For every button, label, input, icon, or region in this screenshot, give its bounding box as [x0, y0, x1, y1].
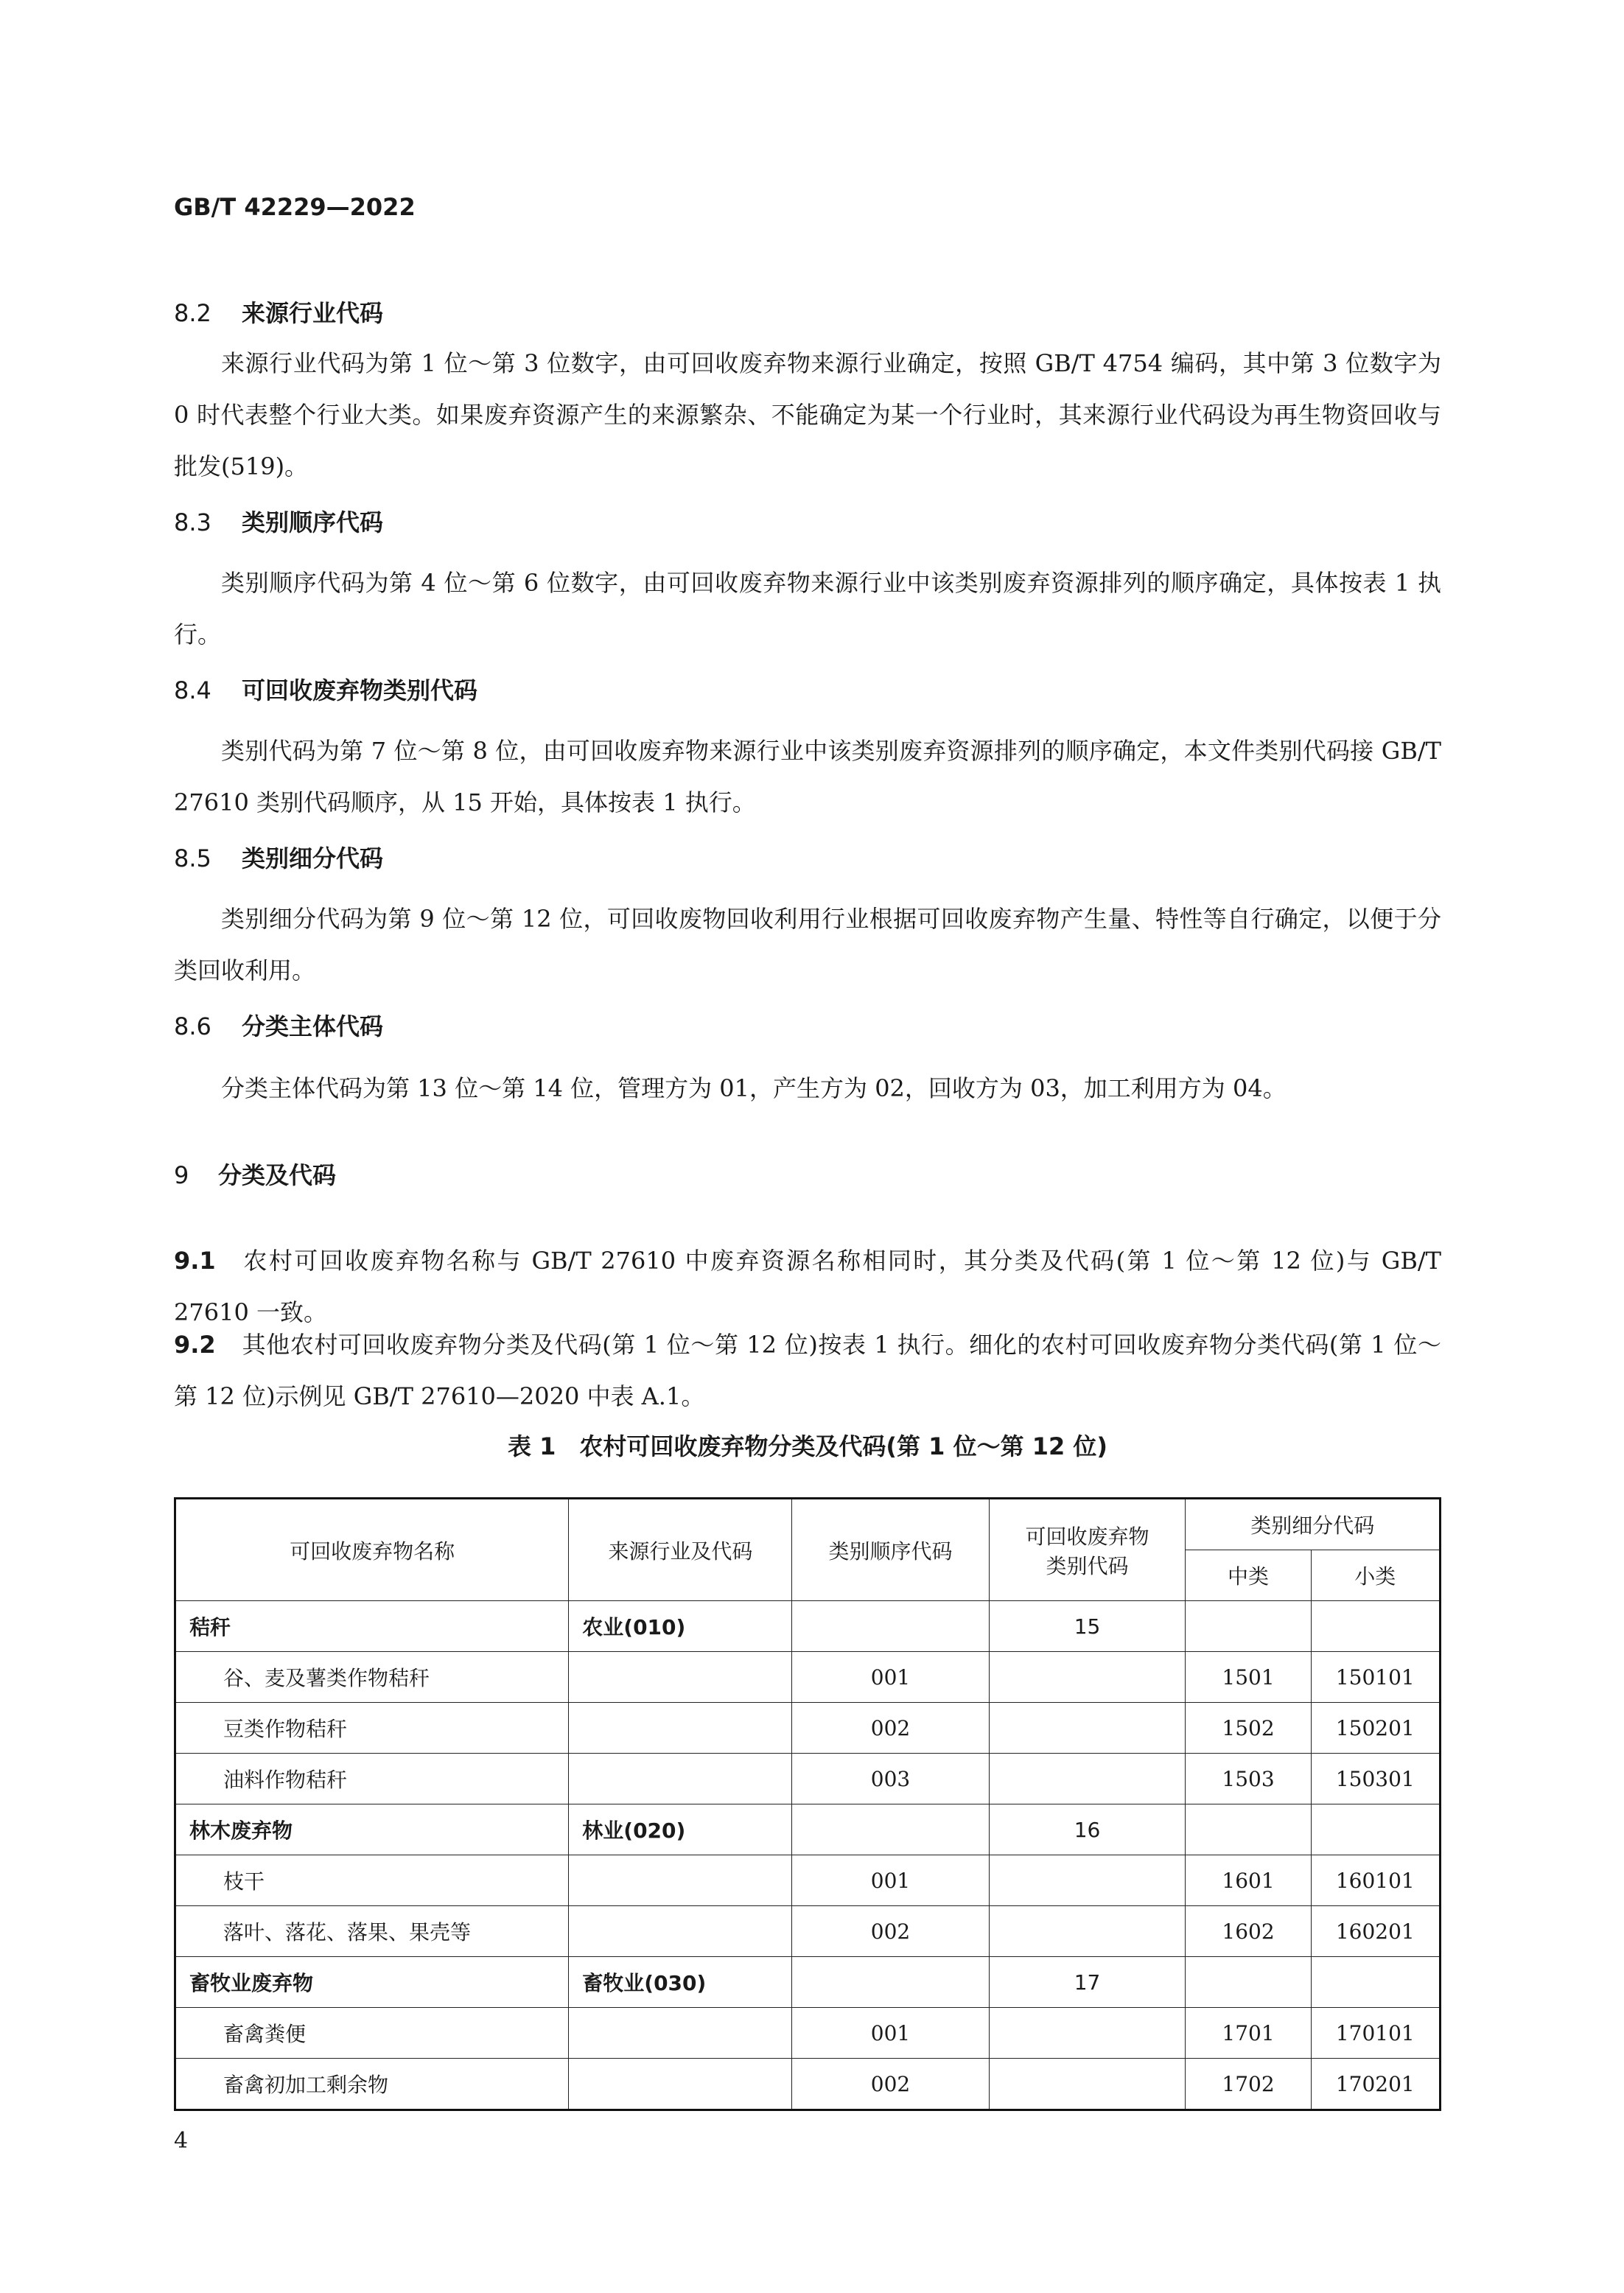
cell-name: 枝干	[175, 1855, 569, 1906]
clause-9-2	[174, 1319, 1441, 1422]
cell-category	[989, 1703, 1186, 1754]
header-source: 来源行业及代码	[569, 1499, 792, 1601]
cell-mid: 1702	[1186, 2059, 1311, 2110]
cell-category	[989, 2059, 1186, 2110]
header-seq: 类别顺序代码	[792, 1499, 989, 1601]
clause-number: 9.1	[174, 1247, 216, 1275]
section-8-2-text: 来源行业代码为第 1 位～第 3 位数字，由可回收废弃物来源行业确定，按照 GB/T 4754 编码，其中第 3 位数字为 0 时代表整个行业大类。如果废弃资源产生的来源繁杂、不能确定为某一个行业时，其来源行业代码设为再生物资回收与批发(519)。	[174, 349, 1441, 480]
cell-seq: 001	[792, 1855, 989, 1906]
section-title: 来源行业代码	[242, 299, 384, 327]
cell-name: 畜牧业废弃物	[175, 1957, 569, 2008]
section-8-5-text: 类别细分代码为第 9 位～第 12 位，可回收废物回收利用行业根据可回收废弃物产生量、特性等自行确定，以便于分类回收利用。	[174, 905, 1441, 984]
header-name: 可回收废弃物名称	[175, 1499, 569, 1601]
cell-name: 油料作物秸秆	[175, 1754, 569, 1804]
cell-seq: 001	[792, 2008, 989, 2059]
section-title: 可回收废弃物类别代码	[242, 676, 478, 704]
cell-mid: 1503	[1186, 1754, 1311, 1804]
table-row-category	[175, 1957, 1441, 2008]
cell-source	[569, 1703, 792, 1754]
cell-category	[989, 1754, 1186, 1804]
cell-category	[989, 1855, 1186, 1906]
table-row	[175, 1754, 1441, 1804]
table-row	[175, 2008, 1441, 2059]
cell-mid: 1502	[1186, 1703, 1311, 1754]
section-number: 8.2	[174, 299, 211, 327]
cell-category	[989, 2008, 1186, 2059]
section-title: 类别顺序代码	[242, 508, 384, 536]
header-subdivision: 类别细分代码	[1186, 1499, 1441, 1550]
header-category-line1: 可回收废弃物	[1025, 1524, 1149, 1549]
section-8-6-text: 分类主体代码为第 13 位～第 14 位，管理方为 01，产生方为 02，回收方为 03，加工利用方为 04。	[221, 1074, 1287, 1102]
chapter-9-heading	[174, 1157, 336, 1191]
cell-seq	[792, 1601, 989, 1652]
section-8-5-heading	[174, 840, 383, 874]
cell-small: 160201	[1311, 1906, 1440, 1957]
header-category	[989, 1499, 1186, 1601]
cell-source	[569, 1906, 792, 1957]
cell-category	[989, 1652, 1186, 1703]
cell-seq: 003	[792, 1754, 989, 1804]
cell-seq: 002	[792, 1703, 989, 1754]
section-8-6-heading	[174, 1008, 383, 1042]
cell-small: 150201	[1311, 1703, 1440, 1754]
cell-mid	[1186, 1957, 1311, 2008]
cell-name: 豆类作物秸秆	[175, 1703, 569, 1754]
clause-number: 9.2	[174, 1331, 216, 1359]
cell-source	[569, 1652, 792, 1703]
cell-small: 160101	[1311, 1855, 1440, 1906]
cell-mid	[1186, 1601, 1311, 1652]
cell-name: 秸秆	[175, 1601, 569, 1652]
section-8-3-heading	[174, 504, 383, 538]
header-category-line2: 类别代码	[1046, 1553, 1129, 1578]
cell-mid: 1602	[1186, 1906, 1311, 1957]
cell-small: 150101	[1311, 1652, 1440, 1703]
section-number: 8.3	[174, 508, 211, 536]
header-mid: 中类	[1186, 1550, 1311, 1601]
section-number: 8.5	[174, 844, 211, 872]
cell-category: 15	[989, 1601, 1186, 1652]
cell-name: 落叶、落花、落果、果壳等	[175, 1906, 569, 1957]
cell-small: 150301	[1311, 1754, 1440, 1804]
cell-source	[569, 2008, 792, 2059]
classification-table	[174, 1497, 1441, 2111]
cell-category	[989, 1906, 1186, 1957]
cell-mid: 1501	[1186, 1652, 1311, 1703]
cell-source	[569, 1754, 792, 1804]
table-header-row	[175, 1499, 1441, 1550]
cell-seq	[792, 1957, 989, 2008]
cell-name: 谷、麦及薯类作物秸秆	[175, 1652, 569, 1703]
cell-source	[569, 2059, 792, 2110]
table-row-category	[175, 1804, 1441, 1855]
section-number: 8.4	[174, 676, 211, 704]
table-row	[175, 1855, 1441, 1906]
page-number: 4	[174, 2128, 189, 2154]
section-8-2-heading	[174, 295, 383, 329]
cell-name: 畜禽粪便	[175, 2008, 569, 2059]
chapter-number: 9	[174, 1161, 189, 1189]
header-small: 小类	[1311, 1550, 1440, 1601]
section-8-4-heading	[174, 672, 477, 706]
cell-seq: 001	[792, 1652, 989, 1703]
table-row	[175, 2059, 1441, 2110]
cell-category: 17	[989, 1957, 1186, 2008]
table-caption: 表 1 农村可回收废弃物分类及代码(第 1 位～第 12 位)	[507, 1432, 1108, 1460]
cell-source	[569, 1855, 792, 1906]
section-number: 8.6	[174, 1012, 211, 1040]
cell-seq: 002	[792, 2059, 989, 2110]
section-title: 类别细分代码	[242, 844, 384, 872]
section-title: 分类主体代码	[242, 1012, 384, 1040]
chapter-title: 分类及代码	[218, 1161, 337, 1189]
section-8-4-text: 类别代码为第 7 位～第 8 位，由可回收废弃物来源行业中该类别废弃资源排列的顺序确定，本文件类别代码接 GB/T 27610 类别代码顺序，从 15 开始，具体按表 1 执行。	[174, 737, 1441, 816]
cell-small	[1311, 1601, 1440, 1652]
table-row-category	[175, 1601, 1441, 1652]
cell-source: 农业(010)	[569, 1601, 792, 1652]
cell-source: 林业(020)	[569, 1804, 792, 1855]
cell-small: 170101	[1311, 2008, 1440, 2059]
cell-small	[1311, 1957, 1440, 2008]
cell-small	[1311, 1804, 1440, 1855]
cell-source: 畜牧业(030)	[569, 1957, 792, 2008]
clause-text: 其他农村可回收废弃物分类及代码(第 1 位～第 12 位)按表 1 执行。细化的农村可回收废弃物分类代码(第 1 位～第 12 位)示例见 GB/T 27610—2020 中表 A.1。	[174, 1331, 1441, 1410]
cell-mid: 1701	[1186, 2008, 1311, 2059]
cell-name: 林木废弃物	[175, 1804, 569, 1855]
section-8-3-text: 类别顺序代码为第 4 位～第 6 位数字，由可回收废弃物来源行业中该类别废弃资源排列的顺序确定，具体按表 1 执行。	[174, 569, 1441, 648]
clause-text: 农村可回收废弃物名称与 GB/T 27610 中废弃资源名称相同时，其分类及代码(第 1 位～第 12 位)与 GB/T 27610 一致。	[174, 1247, 1441, 1326]
cell-small: 170201	[1311, 2059, 1440, 2110]
standard-number: GB/T 42229—2022	[174, 193, 416, 221]
cell-seq	[792, 1804, 989, 1855]
cell-mid	[1186, 1804, 1311, 1855]
table-row	[175, 1906, 1441, 1957]
cell-category: 16	[989, 1804, 1186, 1855]
cell-seq: 002	[792, 1906, 989, 1957]
table-row	[175, 1703, 1441, 1754]
cell-mid: 1601	[1186, 1855, 1311, 1906]
cell-name: 畜禽初加工剩余物	[175, 2059, 569, 2110]
table-row	[175, 1652, 1441, 1703]
